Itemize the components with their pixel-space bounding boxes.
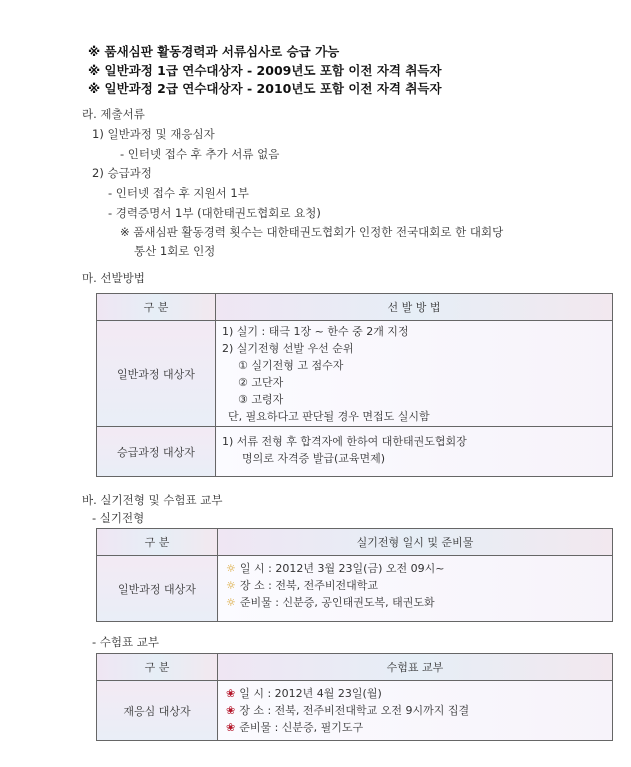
paw-bullet-icon: ❀ bbox=[226, 704, 236, 717]
method-line: ③ 고령자 bbox=[238, 393, 284, 406]
method-line: ① 실기전형 고 점수자 bbox=[238, 359, 344, 372]
practical-header-schedule: 실기전형 일시 및 준비물 bbox=[218, 529, 613, 556]
general-course-label: 일반과정 대상자 bbox=[97, 321, 216, 427]
ra-note-line-1: ※ 품새심판 활동경력 횟수는 대한태권도협회가 인정한 전국대회로 한 대회당 bbox=[120, 225, 504, 239]
ra-item-1: 1) 일반과정 및 재응심자 bbox=[92, 127, 215, 141]
practical-schedule-details bbox=[218, 556, 613, 622]
schedule-line: ☼ 일 시 : 2012년 3월 23일(금) 오전 09시~ bbox=[226, 562, 445, 575]
ticket-issuance-table bbox=[96, 653, 613, 741]
sun-bullet-icon: ☼ bbox=[226, 579, 236, 592]
practical-exam-subtitle: - 실기전형 bbox=[92, 511, 145, 525]
ra-item-1-sub: - 인터넷 접수 후 추가 서류 없음 bbox=[120, 147, 280, 161]
notice-line-2: ※ 일반과정 1급 연수대상자 - 2009년도 포함 이전 자격 취득자 bbox=[88, 63, 442, 78]
promotion-course-label: 승급과정 대상자 bbox=[97, 427, 216, 477]
ticket-header-issuance: 수험표 교부 bbox=[218, 654, 613, 681]
paw-bullet-icon: ❀ bbox=[226, 687, 236, 700]
selection-method-table bbox=[96, 293, 613, 477]
ticket-issuance-subtitle: - 수험표 교부 bbox=[92, 635, 160, 649]
schedule-line: ☼ 준비물 : 신분증, 공인태권도복, 태권도화 bbox=[226, 596, 435, 609]
reexam-label: 재응심 대상자 bbox=[97, 681, 218, 741]
ra-note-line-2: 통산 1회로 인정 bbox=[134, 244, 216, 258]
ra-item-2-sub-1: - 인터넷 접수 후 지원서 1부 bbox=[108, 186, 249, 200]
practical-header-category: 구 분 bbox=[97, 529, 218, 556]
issuance-line: ❀ 준비물 : 신분증, 필기도구 bbox=[226, 721, 364, 734]
practical-general-label: 일반과정 대상자 bbox=[97, 556, 218, 622]
method-line: 2) 실기전형 선발 우선 순위 bbox=[222, 342, 354, 355]
notice-line-1: ※ 품새심판 활동경력과 서류심사로 승급 가능 bbox=[88, 44, 340, 59]
ra-item-2: 2) 승급과정 bbox=[92, 166, 152, 180]
notice-line-3: ※ 일반과정 2급 연수대상자 - 2010년도 포함 이전 자격 취득자 bbox=[88, 81, 442, 96]
promotion-course-method bbox=[216, 427, 613, 477]
issuance-line: ❀ 일 시 : 2012년 4월 23일(월) bbox=[226, 687, 382, 700]
general-course-method bbox=[216, 321, 613, 427]
method-line: 1) 서류 전형 후 합격자에 한하여 대한태권도협회장 bbox=[222, 435, 467, 448]
selection-header-method: 선 발 방 법 bbox=[216, 294, 613, 321]
ra-item-2-sub-2: - 경력증명서 1부 (대한태권도협회로 요청) bbox=[108, 206, 321, 220]
ticket-header-category: 구 분 bbox=[97, 654, 218, 681]
selection-header-category: 구 분 bbox=[97, 294, 216, 321]
section-ra-title: 라. 제출서류 bbox=[82, 107, 145, 121]
sun-bullet-icon: ☼ bbox=[226, 562, 236, 575]
ticket-issuance-details bbox=[218, 681, 613, 741]
schedule-line: ☼ 장 소 : 전북, 전주비전대학교 bbox=[226, 579, 378, 592]
issuance-line: ❀ 장 소 : 전북, 전주비전대학교 오전 9시까지 집결 bbox=[226, 704, 470, 717]
method-line: 명의로 자격증 발급(교육면제) bbox=[242, 452, 386, 465]
section-ba-title: 바. 실기전형 및 수험표 교부 bbox=[82, 493, 223, 507]
sun-bullet-icon: ☼ bbox=[226, 596, 236, 609]
method-line: 단, 필요하다고 판단될 경우 면접도 실시함 bbox=[228, 410, 430, 423]
section-ma-title: 마. 선발방법 bbox=[82, 271, 145, 285]
practical-exam-table bbox=[96, 528, 613, 622]
method-line: 1) 실기 : 태극 1장 ~ 한수 중 2개 지정 bbox=[222, 325, 409, 338]
paw-bullet-icon: ❀ bbox=[226, 721, 236, 734]
method-line: ② 고단자 bbox=[238, 376, 284, 389]
